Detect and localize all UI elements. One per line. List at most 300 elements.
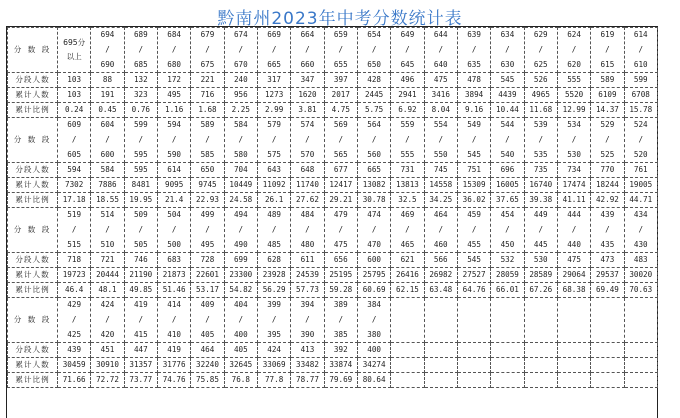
count-value: 347 [291,73,324,88]
segment-high: 389 [333,300,348,309]
segment-high: 434 [633,210,648,219]
segment-separator: / [338,225,344,235]
segment-cell [291,298,324,343]
segment-separator: / [205,225,210,235]
ratio-value: 14.37 [591,103,624,118]
ratio-value: 44.71 [624,193,657,208]
ratio-value: 78.77 [291,373,324,388]
count-value: 594 [58,163,91,178]
segment-separator: / [605,45,610,55]
segment-low: 455 [467,240,481,250]
empty-cell [457,373,490,388]
ratio-value: 0.76 [124,103,157,118]
ratio-value: 36.02 [457,193,490,208]
segment-high: 439 [600,210,615,219]
ratio-value: 46.4 [58,283,91,298]
segment-separator: / [71,225,77,235]
page-title: 黔南州2023年中考分数统计表 [217,9,463,29]
segment-low: 450 [500,240,515,250]
segment-separator: / [171,45,177,55]
cumulative-label: 累计人数 [8,268,58,283]
segment-cell [624,28,657,73]
segment-cell [391,208,424,253]
ratio-value: 63.48 [424,283,457,298]
segment-cell [291,208,324,253]
ratio-value: 26.1 [257,193,290,208]
ratio-value: 30.78 [357,193,390,208]
segment-separator: / [405,225,410,235]
segment-low: 610 [633,60,648,70]
segment-high: 404 [233,300,248,309]
segment-low: 605 [67,150,82,160]
segment-separator: / [238,315,244,325]
segment-cell [357,298,390,343]
cumulative-value: 24539 [291,268,324,283]
cumulative-value: 11740 [291,178,324,193]
ratio-value: 1.68 [191,103,224,118]
segment-high: 629 [533,30,548,39]
segment-low: 445 [533,240,548,250]
segment-separator: / [405,45,410,55]
cumulative-value: 30020 [624,268,657,283]
segment-low: 495 [200,240,215,250]
segment-low: 500 [167,240,181,250]
cumulative-value: 33482 [291,358,324,373]
cumulative-value: 2445 [357,88,390,103]
segment-high: 624 [567,30,581,39]
segment-high: 489 [267,210,281,219]
segment-separator: / [438,225,444,235]
segment-high: 589 [200,120,215,129]
segment-separator: / [238,225,244,235]
empty-cell [557,358,590,373]
cumulative-row [8,268,658,283]
count-value: 545 [491,73,524,88]
ratio-value: 10.44 [491,103,524,118]
segment-low: 520 [633,150,648,160]
segment-low: 395 [267,330,281,340]
cumulative-value: 495 [157,88,190,103]
segment-high: 674 [233,30,248,39]
ratio-value: 66.01 [491,283,524,298]
segment-low: 415 [133,330,148,340]
count-value: 566 [424,253,457,268]
ratio-value: 18.55 [91,193,124,208]
count-value: 643 [257,163,290,178]
segment-separator: / [438,135,444,145]
ratio-value: 41.11 [557,193,590,208]
segment-low: 385 [333,330,348,340]
segment-separator: / [538,225,544,235]
ratio-value: 34.25 [424,193,457,208]
segment-low: 410 [167,330,181,340]
ratio-value: 57.73 [291,283,324,298]
segment-cell [391,118,424,163]
count-label: 分段人数 [8,253,58,268]
segment-high: 604 [100,120,115,129]
segment-low: 675 [200,60,215,70]
segment-high: 594 [167,120,181,129]
cumulative-value: 19005 [624,178,657,193]
empty-cell [524,343,557,358]
ratio-value: 39.38 [524,193,557,208]
segment-cell [424,118,457,163]
segment-low: 550 [433,150,448,160]
ratio-value: 79.69 [324,373,357,388]
cumulative-value: 6708 [624,88,657,103]
segment-low: 505 [133,240,148,250]
count-value: 545 [457,253,490,268]
segment-high: 509 [133,210,148,219]
empty-cell [624,298,657,343]
segment-low: 440 [567,240,581,250]
segment-low: 405 [200,330,215,340]
segment-separator: / [105,225,110,235]
segment-low: 620 [567,60,581,70]
count-value: 473 [591,253,624,268]
segment-separator: / [571,45,577,55]
segment-cell [591,28,624,73]
ratio-value: 60.69 [357,283,390,298]
count-label: 分段人数 [8,73,58,88]
cumulative-value: 191 [91,88,124,103]
cumulative-value: 30910 [91,358,124,373]
ratio-value: 2.25 [224,103,257,118]
cumulative-label: 累计人数 [8,88,58,103]
segment-cell [557,118,590,163]
cumulative-value: 18244 [591,178,624,193]
ratio-value: 54.82 [224,283,257,298]
segment-high: 569 [333,120,348,129]
segment-separator: / [371,45,377,55]
score-table-frame [6,26,658,418]
segment-high: 574 [300,120,315,129]
segment-cell [257,118,290,163]
segment-high: 504 [167,210,181,219]
segment-high: 444 [567,210,581,219]
cumulative-value: 7886 [91,178,124,193]
count-row [8,253,658,268]
segment-separator: / [571,135,577,145]
count-value: 419 [157,343,190,358]
count-value: 770 [591,163,624,178]
empty-cell [524,373,557,388]
segment-low: 660 [300,60,315,70]
segment-separator: / [638,45,644,55]
segment-cell [357,118,390,163]
count-value: 317 [257,73,290,88]
cumulative-value: 31776 [157,358,190,373]
count-label: 分段人数 [8,343,58,358]
cumulative-row [8,178,658,193]
ratio-value: 32.5 [391,193,424,208]
segment-high: 619 [600,30,615,39]
empty-cell [557,298,590,343]
count-value: 400 [357,343,390,358]
segment-high: 549 [467,120,481,129]
segment-low: 690 [100,60,115,70]
segment-low: 640 [433,60,448,70]
segment-low: 560 [367,150,381,160]
segment-cell [524,28,557,73]
segment-separator: / [638,225,644,235]
cumulative-value: 4439 [491,88,524,103]
segment-cell [557,208,590,253]
segment-high: 644 [433,30,448,39]
count-value: 677 [324,163,357,178]
segment-cell [457,208,490,253]
segment-high: 499 [200,210,215,219]
cumulative-value: 16005 [491,178,524,193]
cumulative-row [8,88,658,103]
ratio-value: 80.64 [357,373,390,388]
segment-low: 430 [633,240,648,250]
count-value: 483 [624,253,657,268]
segment-high: 654 [367,30,381,39]
segment-low: 575 [267,150,281,160]
segment-separator: / [271,225,277,235]
count-value: 526 [524,73,557,88]
segment-cell [58,118,91,163]
count-value: 665 [357,163,390,178]
segment-high: 534 [567,120,581,129]
segment-high: 689 [133,30,148,39]
segment-separator: / [538,135,544,145]
count-value: 589 [591,73,624,88]
count-value: 704 [224,163,257,178]
segment-cell [424,208,457,253]
cumulative-value: 23928 [257,268,290,283]
segment-cell [324,298,357,343]
segment-high: 414 [167,300,181,309]
cumulative-value: 1620 [291,88,324,103]
count-value: 621 [391,253,424,268]
segment-separator: / [405,135,410,145]
segment-separator: / [438,45,444,55]
empty-cell [457,343,490,358]
count-value: 614 [157,163,190,178]
segment-low: 655 [333,60,348,70]
segment-high: 384 [367,300,381,309]
segment-cell [124,28,157,73]
segment-separator: / [138,225,144,235]
segment-cell-top [58,28,91,73]
cumulative-value: 21190 [124,268,157,283]
segment-cell [224,298,257,343]
cumulative-value: 11092 [257,178,290,193]
segment-low: 465 [400,240,415,250]
segment-separator: / [305,315,310,325]
segment-separator: / [71,135,77,145]
segment-separator: / [271,45,277,55]
count-value: 447 [124,343,157,358]
segment-separator: / [338,45,344,55]
segment-cell [224,28,257,73]
count-value: 734 [557,163,590,178]
segment-low: 540 [500,150,515,160]
cumulative-value: 29537 [591,268,624,283]
cumulative-value: 2941 [391,88,424,103]
cumulative-value: 7302 [58,178,91,193]
empty-cell [424,298,457,343]
ratio-value: 48.1 [91,283,124,298]
segment-low: 590 [167,150,181,160]
ratio-value: 8.04 [424,103,457,118]
empty-cell [524,298,557,343]
cumulative-value: 33069 [257,358,290,373]
cumulative-value: 323 [124,88,157,103]
segment-low: 525 [600,150,615,160]
count-value: 735 [524,163,557,178]
segment-separator: / [238,135,244,145]
segment-low: 480 [300,240,315,250]
cumulative-value: 19723 [58,268,91,283]
count-row [8,343,658,358]
cumulative-value: 103 [58,88,91,103]
segment-low: 625 [533,60,548,70]
segment-high: 684 [167,30,181,39]
ratio-label: 累计比例 [8,373,58,388]
ratio-value: 73.77 [124,373,157,388]
segment-separator: / [105,45,110,55]
count-value: 628 [257,253,290,268]
segment-row [8,118,658,163]
segment-high: 454 [500,210,515,219]
empty-cell [591,298,624,343]
cumulative-value: 28589 [524,268,557,283]
ratio-value: 75.85 [191,373,224,388]
segment-row [8,208,658,253]
segment-cell [324,28,357,73]
segment-label: 分 数 段 [8,28,58,73]
ratio-value: 11.68 [524,103,557,118]
segment-cell [391,28,424,73]
segment-high: 559 [400,120,415,129]
ratio-value: 2.99 [257,103,290,118]
cumulative-value: 34274 [357,358,390,373]
empty-cell [424,343,457,358]
count-value: 475 [557,253,590,268]
segment-cell [191,298,224,343]
ratio-value: 77.8 [257,373,290,388]
cumulative-value: 956 [224,88,257,103]
segment-separator: / [138,135,144,145]
empty-cell [491,373,524,388]
segment-cell [191,28,224,73]
empty-cell [557,343,590,358]
count-value: 397 [324,73,357,88]
segment-separator: / [605,225,610,235]
segment-separator: / [505,45,510,55]
ratio-value: 3.81 [291,103,324,118]
segment-separator: / [471,45,477,55]
cumulative-value: 3894 [457,88,490,103]
segment-high: 639 [467,30,481,39]
ratio-value: 49.85 [124,283,157,298]
segment-low: 380 [367,330,381,340]
segment-cell [324,118,357,163]
segment-cell [58,298,91,343]
segment-low: 390 [300,330,315,340]
ratio-value: 72.72 [91,373,124,388]
count-value: 599 [624,73,657,88]
segment-high: 614 [633,30,648,39]
cumulative-value: 21873 [157,268,190,283]
segment-high: 524 [633,120,648,129]
cumulative-value: 8481 [124,178,157,193]
cumulative-value: 9745 [191,178,224,193]
cumulative-value: 31357 [124,358,157,373]
cumulative-value: 30459 [58,358,91,373]
cumulative-value: 25195 [324,268,357,283]
segment-cell [191,118,224,163]
segment-high: 519 [67,210,82,219]
segment-separator: / [505,225,510,235]
segment-separator: / [305,225,310,235]
ratio-value: 64.76 [457,283,490,298]
top-segment-text: 以上 [66,52,82,61]
segment-high: 449 [533,210,548,219]
segment-low: 460 [433,240,448,250]
count-value: 172 [157,73,190,88]
segment-high: 474 [367,210,381,219]
ratio-value: 15.78 [624,103,657,118]
cumulative-value: 5520 [557,88,590,103]
segment-separator: / [271,315,277,325]
count-value: 496 [391,73,424,88]
cumulative-value: 13082 [357,178,390,193]
empty-cell [491,298,524,343]
cumulative-row [8,358,658,373]
count-value: 648 [291,163,324,178]
segment-high: 479 [333,210,348,219]
ratio-label: 累计比例 [8,193,58,208]
ratio-value: 70.63 [624,283,657,298]
segment-cell [58,208,91,253]
segment-low: 545 [467,150,481,160]
segment-high: 649 [400,30,415,39]
segment-high: 429 [67,300,82,309]
ratio-label: 累计比例 [8,283,58,298]
segment-separator: / [505,135,510,145]
segment-cell [157,208,190,253]
segment-separator: / [571,225,577,235]
segment-high: 459 [467,210,481,219]
segment-low: 670 [233,60,248,70]
count-value: 584 [91,163,124,178]
segment-low: 425 [67,330,82,340]
segment-separator: / [371,315,377,325]
segment-high: 599 [133,120,148,129]
segment-low: 510 [100,240,115,250]
segment-low: 515 [67,240,82,250]
segment-low: 485 [267,240,281,250]
segment-separator: / [371,135,377,145]
empty-cell [524,358,557,373]
segment-cell [624,118,657,163]
segment-cell [624,208,657,253]
segment-high: 539 [533,120,548,129]
count-value: 240 [224,73,257,88]
segment-row [8,28,658,73]
segment-low: 435 [600,240,615,250]
cumulative-value: 4965 [524,88,557,103]
empty-cell [557,373,590,388]
segment-separator: / [371,225,377,235]
segment-cell [257,208,290,253]
segment-cell [457,28,490,73]
segment-high: 424 [100,300,115,309]
